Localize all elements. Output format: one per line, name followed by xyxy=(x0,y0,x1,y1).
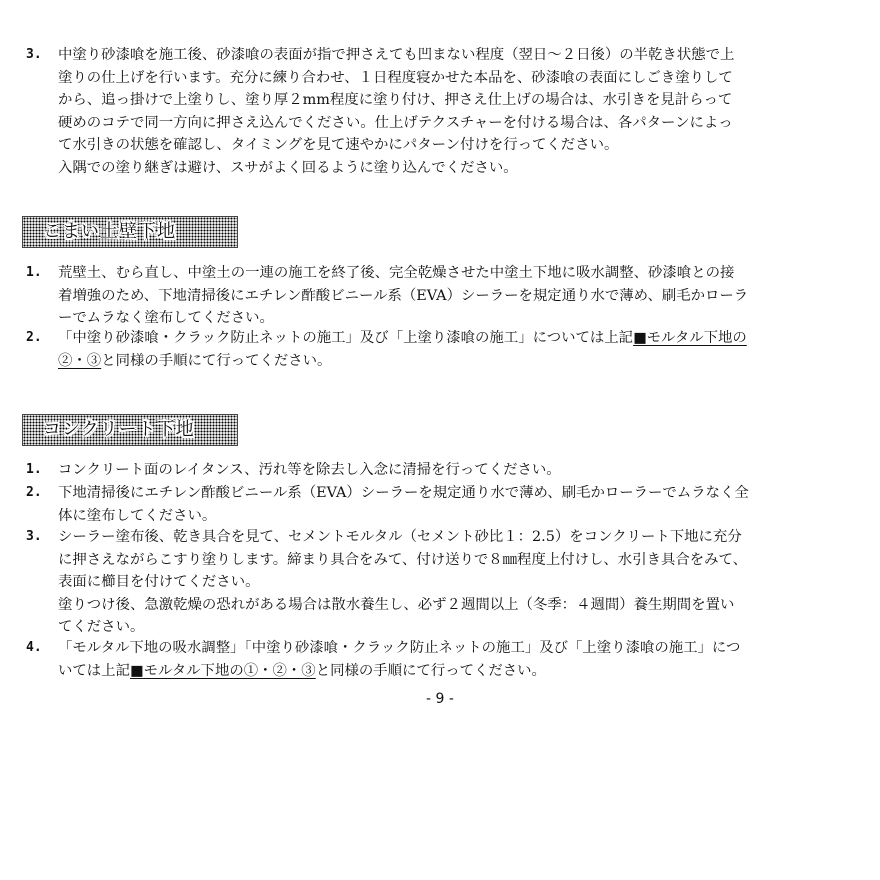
text-segment: 「中塗り砂漆喰・クラック防止ネットの施工」及び「上塗り漆喰の施工」については上記 xyxy=(58,330,634,346)
cross-reference-link[interactable]: ■モルタル下地の xyxy=(633,330,747,346)
step-number: 1. xyxy=(26,265,42,280)
komai-step-1 xyxy=(26,262,860,330)
text-line: シーラー塗布後、乾き具合を見て、セメントモルタル（セメント砂比１：2.5）をコンクリート下地に充分 xyxy=(58,529,742,545)
step-number: 1. xyxy=(26,462,42,477)
section-heading-concrete xyxy=(22,414,238,446)
step-text xyxy=(58,327,860,372)
cross-reference-link[interactable]: ■モルタル下地の①・②・③ xyxy=(129,662,316,679)
text-line: 下地清掃後にエチレン酢酸ビニール系（EVA）シーラーを規定通り水で薄め、刷毛かローラーでムラなく全 xyxy=(58,485,749,501)
step-number: 3. xyxy=(26,529,42,544)
komai-step-2 xyxy=(26,327,860,372)
text-line: 硬めのコテで同一方向に押さえ込んでください。仕上げテクスチャーを付ける場合は、各パターンによっ xyxy=(58,114,733,131)
text-line: 塗りつけ後、急激乾燥の恐れがある場合は散水養生し、必ず２週間以上（冬季：４週間）養生期間を置い xyxy=(58,596,735,613)
concrete-step-3 xyxy=(26,526,860,639)
text-line: から、追っ掛けで上塗りし、塗り厚２mm程度に塗り付け、押さえ仕上げの場合は、水引きを見計らって xyxy=(58,92,733,109)
text-line xyxy=(58,350,860,373)
step-text xyxy=(58,44,860,180)
text-line: ーでムラなく塗布してください。 xyxy=(58,310,274,327)
text-line: 着増強のため、下地清掃後にエチレン酢酸ビニール系（EVA）シーラーを規定通り水で薄め、刷毛かローラ xyxy=(58,287,749,304)
text-line xyxy=(58,327,860,350)
text-line: 「モルタル下地の吸水調整」「中塗り砂漆喰・クラック防止ネットの施工」及び「上塗り漆喰の施工」につ xyxy=(58,640,741,656)
text-line: 荒壁土、むら直し、中塗土の一連の施工を終了後、完全乾燥させた中塗土下地に吸水調整、砂漆喰との接 xyxy=(58,265,735,281)
text-line: 体に塗布してください。 xyxy=(58,507,217,524)
text-line: て水引きの状態を確認し、タイミングを見て速やかにパターン付けを行ってください。 xyxy=(58,137,619,154)
step-number: 3. xyxy=(26,47,42,62)
text-line: 表面に櫛目を付けてください。 xyxy=(58,574,260,591)
step-text xyxy=(58,526,860,639)
text-line: コンクリート面のレイタンス、汚れ等を除去し入念に清掃を行ってください。 xyxy=(58,462,561,478)
concrete-step-2 xyxy=(26,482,860,527)
concrete-step-4 xyxy=(26,637,860,682)
text-line: に押さえながらこすり塗りします。締まり具合をみて、付け送りで８㎜程度上付けし、水引き具合をみて、 xyxy=(58,551,748,568)
step-text xyxy=(58,637,860,682)
text-segment: いては上記 xyxy=(58,662,130,679)
section-heading-text: コンクリート下地 xyxy=(43,419,195,440)
step-number: 2. xyxy=(26,330,42,345)
cross-reference-link[interactable]: ②・③ xyxy=(58,352,102,369)
mortar-step-3 xyxy=(26,44,860,180)
text-line xyxy=(58,660,860,683)
concrete-step-1 xyxy=(26,459,860,482)
page-number: - 9 - xyxy=(426,691,454,707)
step-number: 2. xyxy=(26,485,42,500)
text-line: 中塗り砂漆喰を施工後、砂漆喰の表面が指で押さえても凹まない程度（翌日～２日後）の半乾き状態で上 xyxy=(58,47,735,63)
step-text xyxy=(58,482,860,527)
text-line: てください。 xyxy=(58,619,145,636)
text-segment: と同様の手順にて行ってください。 xyxy=(101,352,332,369)
text-line: 入隅での塗り継ぎは避け、スサがよく回るように塗り込んでください。 xyxy=(58,159,518,176)
section-heading-text: こまい土壁下地 xyxy=(43,221,176,242)
text-segment: と同様の手順にて行ってください。 xyxy=(315,662,546,679)
section-heading-komai xyxy=(22,216,238,248)
step-text xyxy=(58,262,860,330)
step-text xyxy=(58,459,860,482)
text-line: 塗りの仕上げを行います。充分に練り合わせ、１日程度寝かせた本品を、砂漆喰の表面にしごき塗りして xyxy=(58,69,733,86)
step-number: 4. xyxy=(26,640,42,655)
